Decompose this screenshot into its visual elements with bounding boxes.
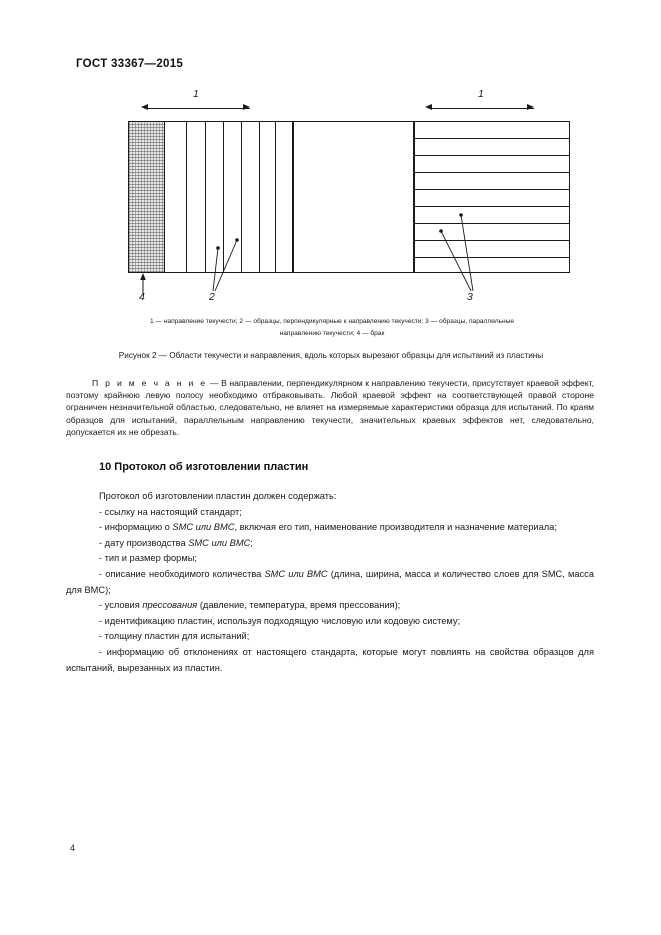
vertical-strip-line (205, 122, 206, 272)
arrow-left-head-icon (141, 104, 148, 110)
requirement-text-cont: (длина, ширина, масса и количество слоев для SMC, масса для BMC); (66, 569, 594, 595)
vertical-strip-line (292, 122, 294, 272)
horizontal-strip-line (415, 240, 569, 241)
requirement-item (66, 629, 594, 645)
requirement-item (66, 567, 594, 598)
note-label: П р и м е ч а н и е (92, 378, 208, 388)
requirement-text: - информацию о (99, 522, 173, 533)
figure-callout-4: 4 (139, 291, 145, 303)
requirement-text: - тип и размер формы; (99, 553, 197, 564)
requirement-text: - дату производства (99, 537, 189, 548)
horizontal-strip-line (415, 223, 569, 224)
requirement-item (66, 614, 594, 630)
vertical-strip-line (241, 122, 242, 272)
requirement-item (66, 551, 594, 567)
figure-canvas (0, 88, 661, 308)
requirement-text: - идентификацию пластин, используя подходящую числовую или кодовую систему; (99, 615, 461, 626)
figure-legend-line-2: направлению текучести; 4 — брак (279, 329, 385, 337)
note-dash: — (207, 378, 222, 388)
requirement-item (66, 505, 594, 521)
section-intro: Протокол об изготовлении пластин должен содержать: (99, 491, 337, 501)
vertical-strip-line (223, 122, 224, 272)
note-text: В направлении, перпендикулярном к направлению текучести, присутствует краевой эффект, поэтому крайнюю левую полосу необходимо отбраковывать. Любой краевой эффект на соответствующей правой стороне ограничен незначительной областью, следовательно, не влияет на измеряемые характеристики образца для испытаний. По краям образцов для испытаний, параллельным направлению текучести, значительных краевых эффектов нет, следовательно, допускается их не обрезать. (66, 378, 594, 437)
section-body (66, 489, 594, 676)
vertical-strip-line (259, 122, 260, 272)
requirement-term-italic: прессования (142, 600, 198, 611)
horizontal-strip-line (415, 172, 569, 173)
horizontal-strip-line (415, 189, 569, 190)
requirement-term-italic: SMC или BMC (172, 522, 235, 533)
requirement-text: - ссылку на настоящий стандарт; (99, 506, 242, 517)
section-heading-10: 10 Протокол об изготовлении пластин (99, 461, 309, 473)
note-block (66, 377, 594, 438)
requirement-item (66, 598, 594, 614)
arrow-right-shaft (430, 108, 534, 109)
requirement-text-cont: , включая его тип, наименование производителя и назначение материала; (234, 522, 557, 533)
requirement-text: - условия (99, 600, 143, 611)
arrow-left-tail-icon (243, 104, 250, 110)
scrap-hatched-band (129, 122, 165, 272)
vertical-strip-line (186, 122, 187, 272)
horizontal-strip-line (415, 155, 569, 156)
horizontal-strip-line (415, 257, 569, 258)
figure-legend (90, 316, 574, 339)
figure-caption: Рисунок 2 — Области текучести и направления, вдоль которых вырезают образцы для испытаний из пластины (118, 351, 544, 360)
figure-label-1-right: 1 (478, 88, 484, 100)
requirement-item (66, 536, 594, 552)
figure-callout-2: 2 (209, 291, 215, 303)
requirement-text: - толщину пластин для испытаний; (99, 631, 250, 642)
horizontal-strip-line (415, 206, 569, 207)
page-number: 4 (70, 843, 76, 853)
note-paragraph (66, 377, 594, 438)
requirement-text: - информацию об отклонениях от настоящего стандарта, которые могут повлиять на свойства образцов для испытаний, вырезанных из пластин. (66, 647, 594, 673)
arrow-left-shaft (146, 108, 250, 109)
figure-callout-3: 3 (467, 291, 473, 303)
arrow-right-tail-icon (527, 104, 534, 110)
figure-label-1-left: 1 (193, 88, 199, 100)
requirements-list (66, 505, 594, 677)
vertical-strip-line (275, 122, 276, 272)
requirement-term-italic: SMC или BMC (264, 569, 328, 580)
requirement-text-cont: (давление, температура, время прессования); (197, 600, 401, 611)
horizontal-strip-line (415, 138, 569, 139)
parallel-zone-boundary (413, 122, 415, 272)
figure-2 (0, 88, 661, 308)
requirement-item (66, 520, 594, 536)
plate-rectangle (128, 121, 570, 273)
figure-legend-line-1: 1 — направление текучести; 2 — образцы, перпендикулярные к направлению текучести; 3 — образцы, параллельные (149, 318, 515, 325)
requirement-item (66, 645, 594, 676)
requirement-term-italic: SMC или BMC (188, 537, 251, 548)
standard-header: ГОСТ 33367—2015 (76, 58, 184, 70)
arrow-right-head-icon (425, 104, 432, 110)
requirement-text: - описание необходимого количества (99, 569, 265, 580)
requirement-text-cont: ; (250, 537, 253, 548)
